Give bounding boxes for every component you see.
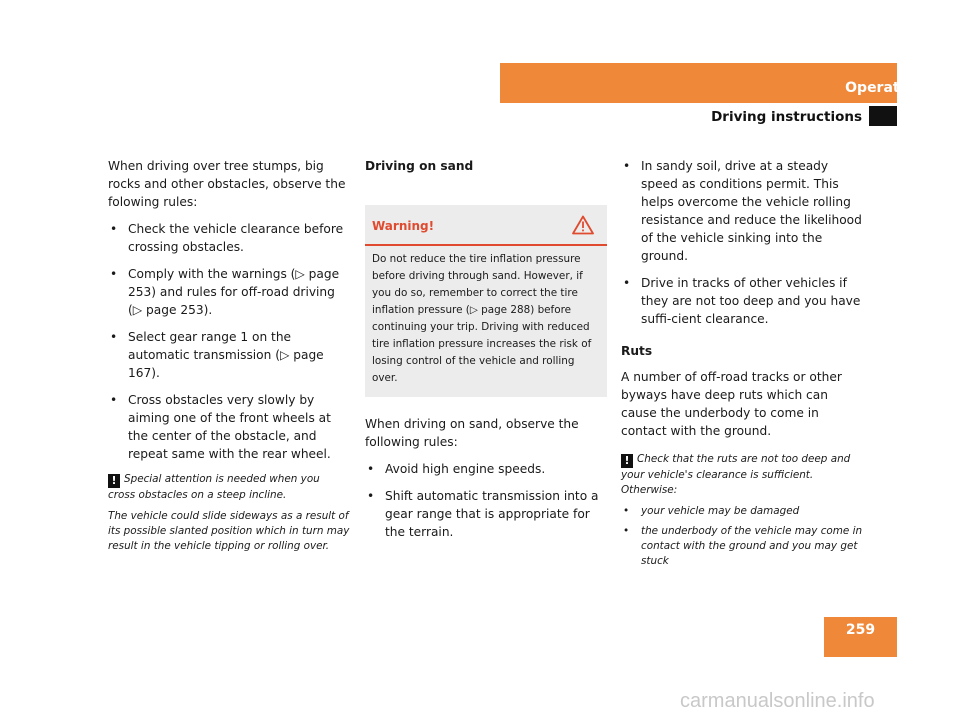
- bullet-icon: •: [110, 267, 118, 281]
- sand-rules-list-continued: [621, 157, 866, 328]
- bullet-icon: •: [110, 330, 118, 344]
- bullet-icon: •: [367, 462, 375, 476]
- ruts-note: [621, 452, 866, 569]
- obstacles-rules-list: [108, 220, 350, 463]
- page-subtitle: Driving instructions: [711, 109, 862, 125]
- list-item: • Select gear range 1 on the automatic transmission (▷ page 167).: [110, 330, 324, 380]
- bullet-icon: •: [367, 489, 375, 503]
- list-item: • Check the vehicle clearance before crossing obstacles.: [110, 222, 344, 254]
- sand-rules-list: [365, 460, 607, 541]
- list-item: • Cross obstacles very slowly by aiming one of the front wheels at the center of the obstacle, and repeat same with the rear wheel.: [110, 393, 331, 461]
- column-1: [108, 157, 350, 560]
- bullet-icon: •: [110, 222, 118, 236]
- page-number-box: [824, 617, 897, 657]
- exclamation-icon: !: [108, 474, 120, 488]
- obstacles-intro: When driving over tree stumps, big rocks and other obstacles, observe the folowing rules:: [108, 159, 346, 209]
- list-item: • the underbody of the vehicle may come in contact with the ground and you may get stuck: [623, 525, 863, 567]
- section-heading-ruts: Ruts: [621, 344, 653, 358]
- ruts-note-list: [621, 504, 866, 569]
- list-item: • Avoid high engine speeds.: [367, 462, 546, 476]
- warning-box: [365, 205, 607, 397]
- list-item: • Comply with the warnings (▷ page 253) and rules for off-road driving (▷ page 253).: [110, 267, 340, 317]
- exclamation-icon: !: [621, 454, 633, 468]
- column-3: [621, 157, 866, 574]
- sand-intro: When driving on sand, observe the following rules:: [365, 417, 579, 449]
- bullet-icon: •: [623, 276, 631, 290]
- bullet-icon: •: [110, 393, 118, 407]
- list-item: • your vehicle may be damaged: [623, 505, 800, 517]
- bullet-icon: •: [623, 159, 631, 173]
- bullet-icon: •: [623, 525, 630, 537]
- section-heading-sand: Driving on sand: [365, 159, 474, 173]
- list-item: • In sandy soil, drive at a steady speed as conditions permit. This helps overcome the vehicle rolling resistance and reduce the likelihood of the vehicle sinking into the ground.: [623, 159, 862, 263]
- watermark: carmanualsonline.info: [680, 690, 875, 712]
- header-marker: [869, 106, 897, 126]
- note-text: The vehicle could slide sideways as a result of its possible slanted position which in turn may result in the vehicle tipping or rolling over.: [108, 510, 350, 552]
- warning-header: [365, 205, 607, 246]
- list-item: • Drive in tracks of other vehicles if they are not too deep and you have suffi-cient clearance.: [623, 276, 861, 326]
- ruts-body: A number of off-road tracks or other byways have deep ruts which can cause the underbody to come in contact with the ground.: [621, 370, 842, 438]
- note-text: Special attention is needed when you cross obstacles on a steep incline.: [108, 473, 320, 501]
- warning-triangle-icon: [572, 215, 594, 235]
- header-band: [500, 63, 897, 103]
- section-title: Operation: [845, 80, 924, 96]
- page-number: 259: [845, 622, 876, 638]
- obstacle-note: [108, 472, 350, 554]
- warning-title: Warning!: [372, 219, 435, 233]
- note-text: Check that the ruts are not too deep and your vehicle's clearance is sufficient. Otherwise:: [621, 453, 851, 496]
- bullet-icon: •: [623, 505, 630, 517]
- list-item: • Shift automatic transmission into a gear range that is appropriate for the terrain.: [367, 489, 599, 539]
- column-2: [365, 157, 607, 550]
- warning-text: Do not reduce the tire inflation pressure before driving through sand. However, if you do so, remember to correct the tire inflation pressure (▷ page 288) before continuing your trip. Driving with reduced tire inflation pressure increases the risk of losing control of the vehicle and rolling over.: [372, 253, 592, 384]
